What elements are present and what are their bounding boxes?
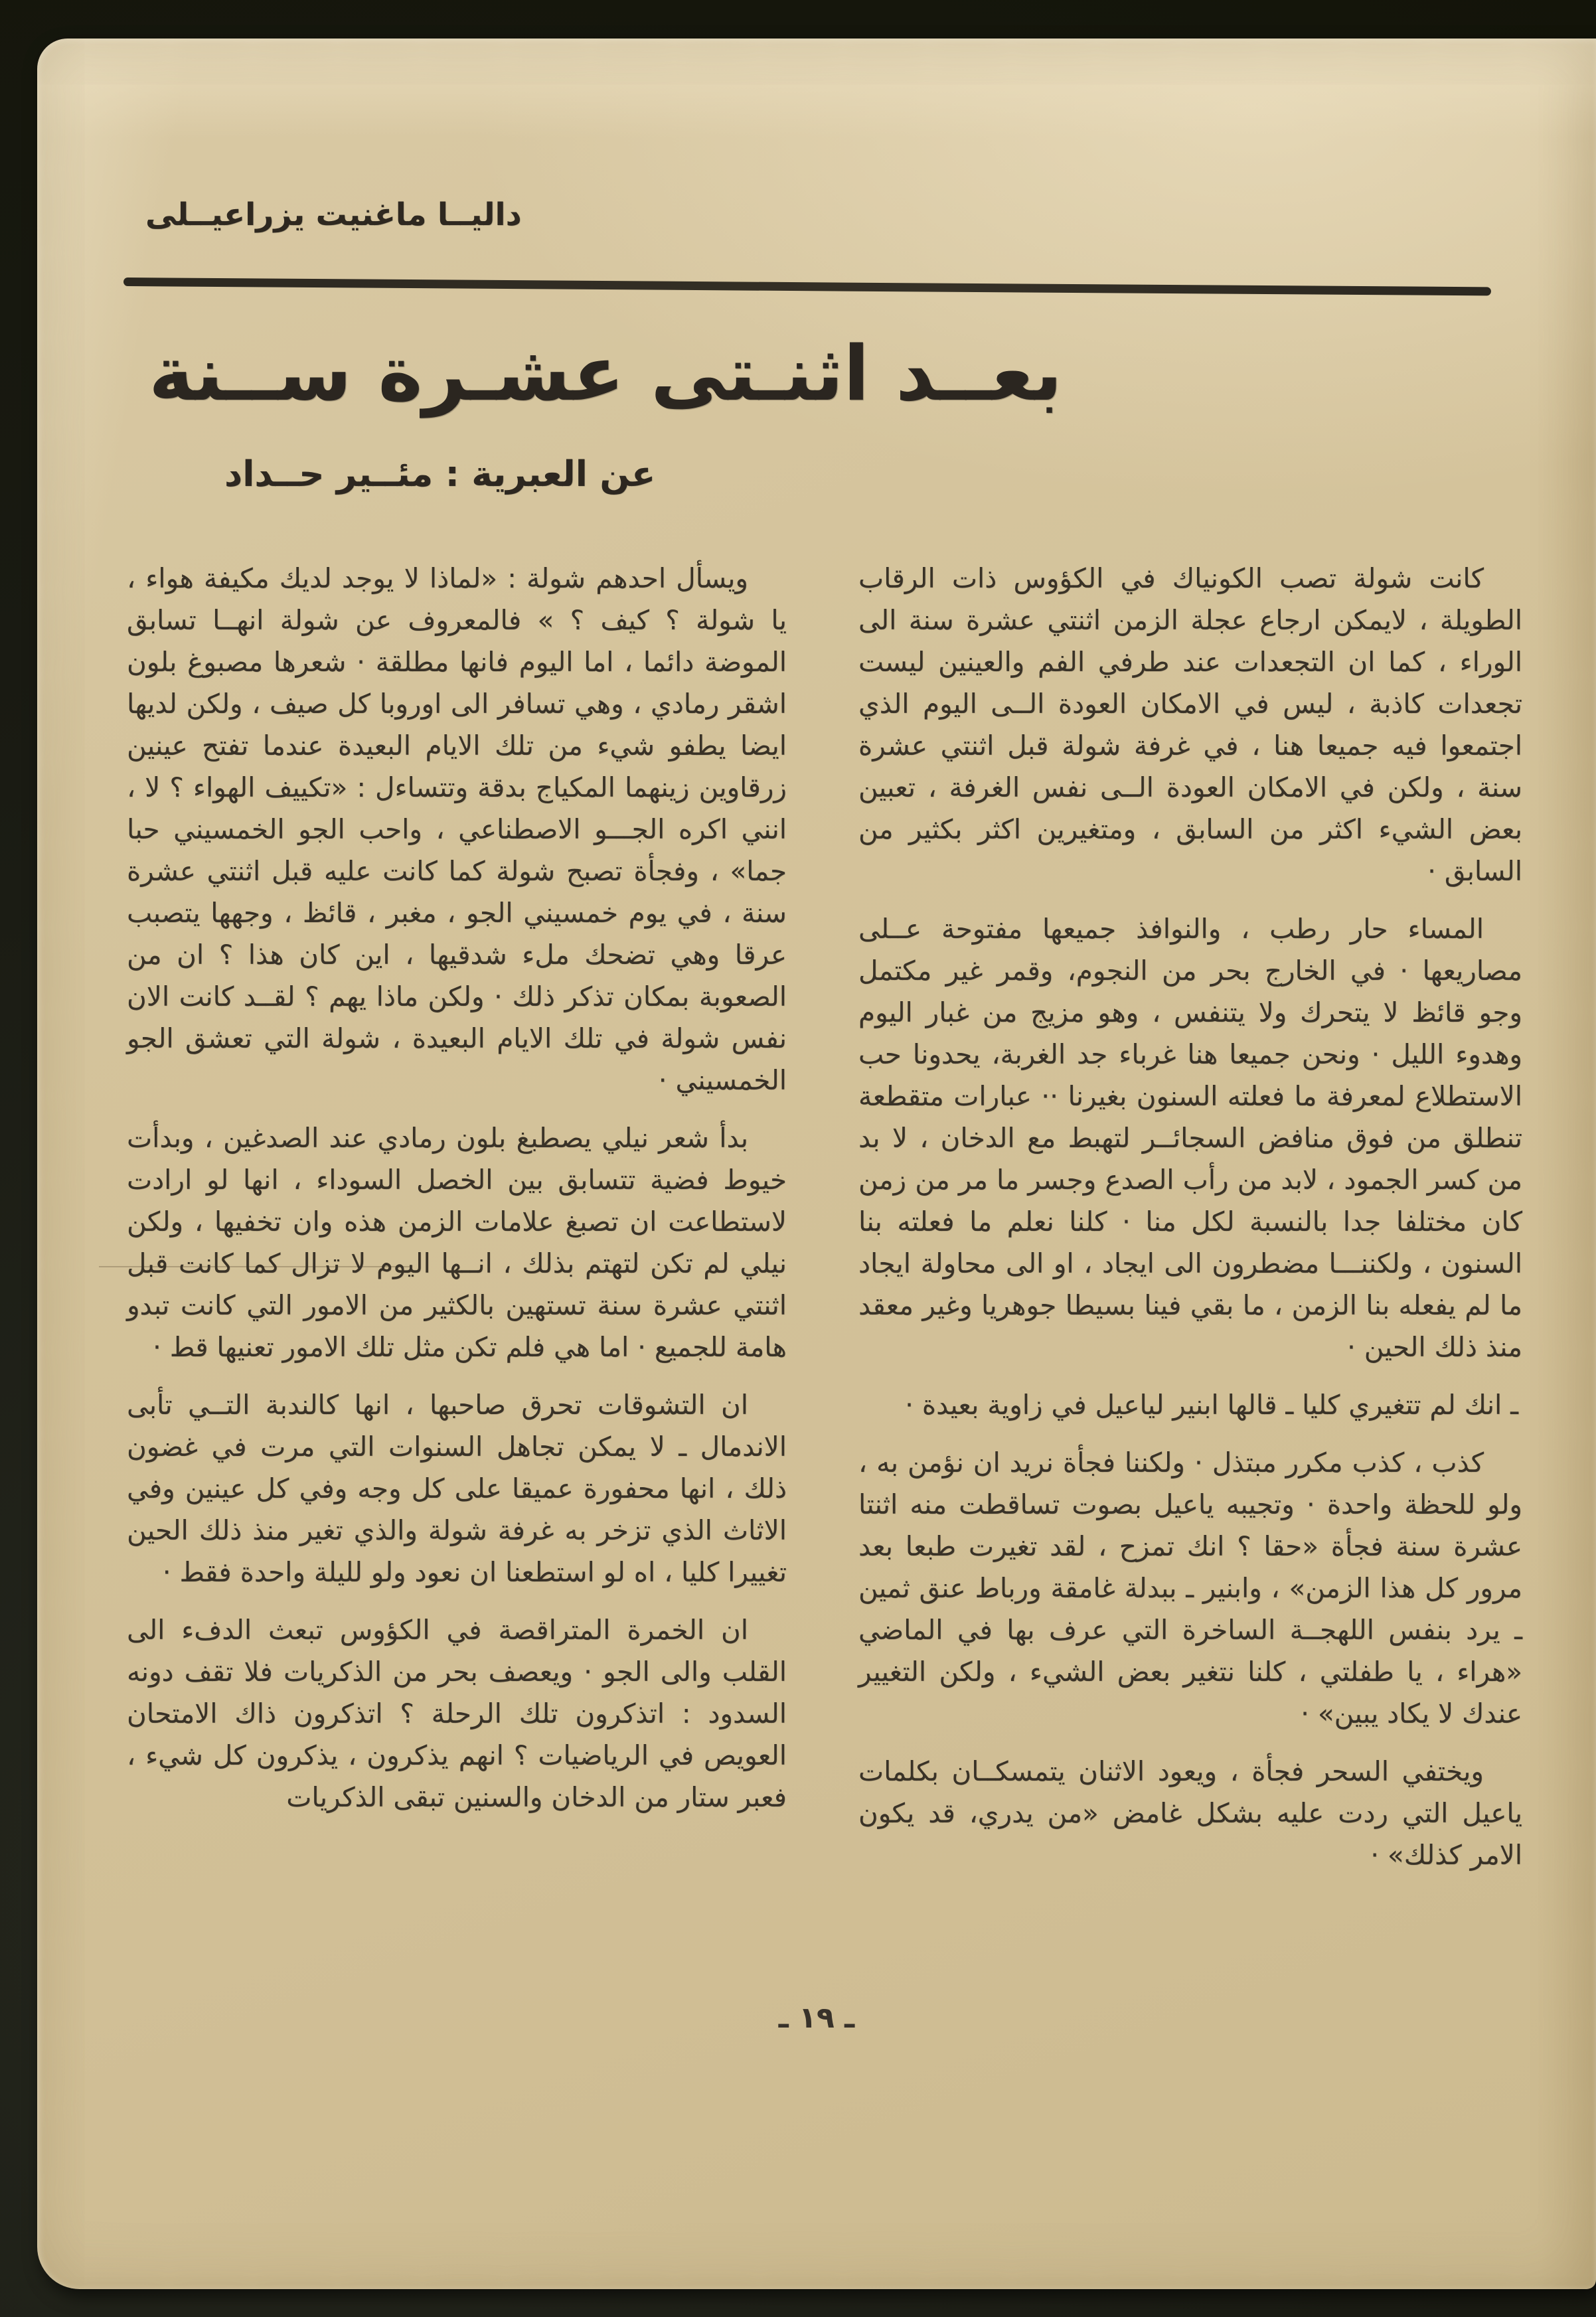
paragraph: كانت شولة تصب الكونياك في الكؤوس ذات الرقاب الطويلة ، لايمكن ارجاع عجلة الزمن اثنتي عشرة سنة الى الوراء ، كما ان التجعدات عند طرفي الفم والعينين ليست تجعدات كاذبة ، ليس في الامكان العودة الــى اليوم الذي اجتمعوا فيه جميعا هنا ، في غرفة شولة قبل اثنتي عشرة سنة ، ولكن في الامكان العودة الــى نفس الغرفة ، تعبين بعض الشيء اكثر من السابق ، ومتغيرين اكثر بكثير من السابق · xyxy=(858,562,1522,887)
translator-credit: عن العبرية : مئــير حــداد xyxy=(224,454,656,495)
paragraph: كذب ، كذب مكرر مبتذل · ولكننا فجأة نريد ان نؤمن به ، ولو للحظة واحدة · وتجيبه ياعيل بصوت تساقطت منه اثنتا عشرة سنة فجأة «حقا ؟ انك تمزح ، لقد تغيرت طبعا بعد مرور كل هذا الزمن» ، وابنير ـ ببدلة غامقة ورباط عنق ثمين ـ يرد بنفس اللهجــة الساخرة التي عرف بها في الماضي «هراء ، يا طفلتي ، كلنا نتغير بعض الشيء ، ولكن التغيير عندك لا يكاد يبين» · xyxy=(858,1447,1522,1729)
page-number: ـ ١٩ ـ xyxy=(778,2001,855,2035)
paragraph: ويختفي السحر فجأة ، ويعود الاثنان يتمسكــان بكلمات ياعيل التي ردت عليه بشكل غامض «من يدري، قد يكون الامر كذلك» · xyxy=(858,1755,1522,1871)
paragraph-dialogue: ـ انك لم تتغيري كليا ـ قالها ابنير لياعيل في زاوية بعيدة · xyxy=(905,1389,1518,1421)
paragraph: ان الخمرة المتراقصة في الكؤوس تبعث الدفء الى القلب والى الجو · ويعصف بحر من الذكريات فلا تقف دونه السدود : اتذكرون تلك الرحلة ؟ اتذكرون ذاك الامتحان العويص في الرياضيات ؟ انهم يذكرون ، يذكرون كل شيء ، فعبر ستار من الدخان والسنين تبقى الذكريات xyxy=(127,1614,787,1813)
paragraph: المساء حار رطب ، والنوافذ جميعها مفتوحة عــلى مصاريعها · في الخارج بحر من النجوم، وقمر غير مكتمل وجو قائظ لا يتحرك ولا يتنفس ، وهو مزيج من غبار اليوم وهدوء الليل · ونحن جميعا هنا غرباء جد الغربة، يحدونا حب الاستطلاع لمعرفة ما فعلته السنون بغيرنا ·· عبارات متقطعة تنطلق من فوق منافض السجائــر لتهبط مع الدخان ، لا بد من كسر الجمود ، لابد من رأب الصدع وجسر ما مر من زمن كان مختلفا جدا بالنسبة لكل منا · كلنا نعلم ما فعلته بنا السنون ، ولكننـــا مضطرون الى ايجاد ، او الى محاولة ايجاد ما لم يفعله بنا الزمن ، ما بقي فينا بسيطا جوهريا وغير معقد منذ ذلك الحين · xyxy=(858,913,1522,1363)
magazine-page xyxy=(37,39,1596,2289)
column-left xyxy=(127,558,787,1876)
article-author: داليــا ماغنيت يزراعيــلى xyxy=(145,197,522,233)
article-body xyxy=(127,558,1522,1876)
paragraph: بدأ شعر نيلي يصطبغ بلون رمادي عند الصدغين ، وبدأت خيوط فضية تتسابق بين الخصل السوداء ، انها لو ارادت لاستطاعت ان تصبغ علامات الزمن هذه وان تخفيها ، ولكن نيلي لم تكن لتهتم بذلك ، انــها اليوم لا تزال كما كانت قبل اثنتي عشرة سنة تستهين بالكثير من الامور التي كانت تبدو هامة للجميع · اما هي فلم تكن مثل تلك الامور تعنيها قط · xyxy=(127,1122,787,1363)
article-title: بعــد اثنـتى عشـرة ســنة xyxy=(149,329,1063,418)
paragraph: ان التشوقات تحرق صاحبها ، انها كالندبة التــي تأبى الاندمال ـ لا يمكن تجاهل السنوات التي مرت في غضون ذلك ، انها محفورة عميقا على كل وجه وفي كل عينين وفي الاثاث الذي تزخر به غرفة شولة والذي تغير منذ ذلك الحين تغييرا كليا ، اه لو استطعنا ان نعود ولو لليلة واحدة فقط · xyxy=(127,1389,787,1588)
paragraph: ويسأل احدهم شولة : «لماذا لا يوجد لديك مكيفة هواء ، يا شولة ؟ كيف ؟ » فالمعروف عن شولة انهــا تسابق الموضة دائما ، اما اليوم فانها مطلقة · شعرها مصبوغ بلون اشقر رمادي ، وهي تسافر الى اوروبا كل صيف ، ولكن لديها ايضا يطفو شيء من تلك الايام البعيدة عندما تفتح عينين زرقاوين زينهما المكياج بدقة وتتساءل : «تكييف الهواء ؟ لا ، انني اكره الجـــو الاصطناعي ، واحب الجو الخمسيني حبا جما» ، وفجأة تصبح شولة كما كانت عليه قبل اثنتي عشرة سنة ، في يوم خمسيني الجو ، مغبر ، قائظ ، وجهها يتصبب عرقا وهي تضحك ملء شدقيها ، اين كان هذا ؟ ان من الصعوبة بمكان تذكر ذلك · ولكن ماذا يهم ؟ لقــد كانت الان نفس شولة في تلك الايام البعيدة ، شولة التي تعشق الجو الخمسيني · xyxy=(127,562,787,1096)
header-divider xyxy=(123,278,1491,295)
column-right xyxy=(858,558,1522,1876)
